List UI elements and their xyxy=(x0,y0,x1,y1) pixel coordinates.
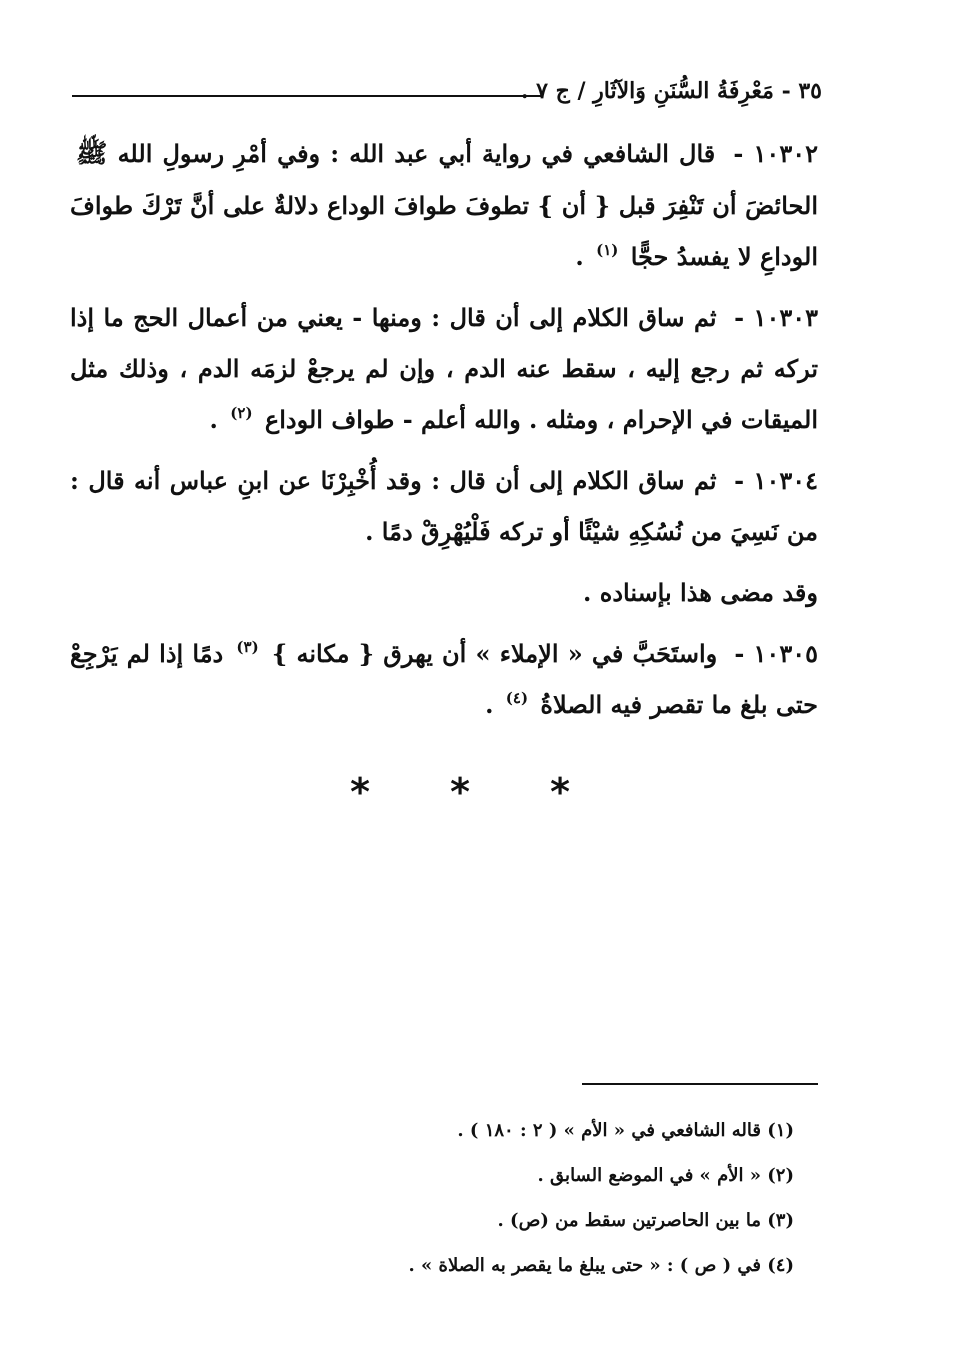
footnote-ref[interactable]: (٣) xyxy=(236,638,259,656)
paragraph-10303 xyxy=(70,292,818,445)
paragraph-text: واستَحَبَّ في « الإملاء » أن يهرق { مكانه } xyxy=(271,639,718,668)
paragraph-text: ثم ساق الكلام إلى أن قال : وقد أُخْبِرْنَا عن ابنِ عباس أنه قال : من نَسِيَ من نُسُكِهِ شيْئًا أو تركه فَلْيُهْرِقْ دمًا . xyxy=(70,466,818,546)
paragraph-10304 xyxy=(70,455,818,557)
running-head: ٣٥ - مَعْرِفَةُ السُّنَنِ وَالآثَارِ / ج ٧ . xyxy=(520,78,822,104)
paragraph-end: . xyxy=(485,690,494,719)
paragraph-text: ثم ساق الكلام إلى أن قال : ومنها - يعني من أعمال الحج ما إذا تركه ثم رجع إليه ، سقط عنه الدم ، وإن لم يرجعْ لزمَه الدم ، وذلك مثل الميقات في الإحرام ، ومثله . والله أعلم - طواف الوداع xyxy=(70,303,818,434)
section-separator xyxy=(340,770,580,814)
footnote-ref[interactable]: (١) xyxy=(596,241,619,259)
separator-star: * xyxy=(350,770,370,814)
paragraph-end: . xyxy=(209,405,218,434)
paragraph-number: ١٠٣٠٤ - xyxy=(734,466,818,495)
separator-star: * xyxy=(550,770,570,814)
footnote-1: (١) قاله الشافعي في « الأم » ( ٢ : ١٨٠ ) . xyxy=(457,1120,794,1141)
paragraph-text-continued: الحائضَ أن تَنْفِرَ قبل { أن } تطوفَ طوافَ الوداع دلالةٌ على أنَّ تَرْكَ طوافَ الوداعِ لا يفسدُ حجًّا xyxy=(70,191,818,271)
paragraph-10302 xyxy=(70,128,818,282)
paragraph-10305 xyxy=(70,628,818,730)
header-rule xyxy=(72,95,542,97)
footnotes xyxy=(274,1108,794,1288)
paragraph-number: ١٠٣٠٢ - xyxy=(733,139,818,168)
footnote-2: (٢) « الأم » في الموضع السابق . xyxy=(537,1165,794,1186)
footnote-ref[interactable]: (٢) xyxy=(230,404,253,422)
paragraph-text: وقد مضى هذا بإسناده . xyxy=(583,578,818,607)
footnote-rule xyxy=(582,1083,818,1085)
footnote-4: (٤) في ( ص ) : « حتى يبلغ ما يقصر به الصلاة » . xyxy=(408,1255,794,1276)
paragraph-number: ١٠٣٠٣ - xyxy=(734,303,818,332)
footnote-ref[interactable]: (٤) xyxy=(505,689,529,707)
main-text xyxy=(70,128,818,740)
honorific-symbol: ﷺ xyxy=(76,139,108,169)
footnote-3: (٣) ما بين الحاصرتين سقط من (ص) . xyxy=(497,1210,794,1231)
paragraph-number: ١٠٣٠٥ - xyxy=(734,639,818,668)
paragraph-isnad-note xyxy=(70,567,818,618)
paragraph-text-continued: دمًا إذا لم يَرْجِعْ حتى بلغ ما تقصر فيه الصلاةُ xyxy=(70,639,818,719)
paragraph-text: قال الشافعي في رواية أبي عبد الله : وفي أمْرِ رسولِ الله xyxy=(117,139,716,168)
paragraph-end: . xyxy=(575,242,584,271)
separator-star: * xyxy=(450,770,470,814)
